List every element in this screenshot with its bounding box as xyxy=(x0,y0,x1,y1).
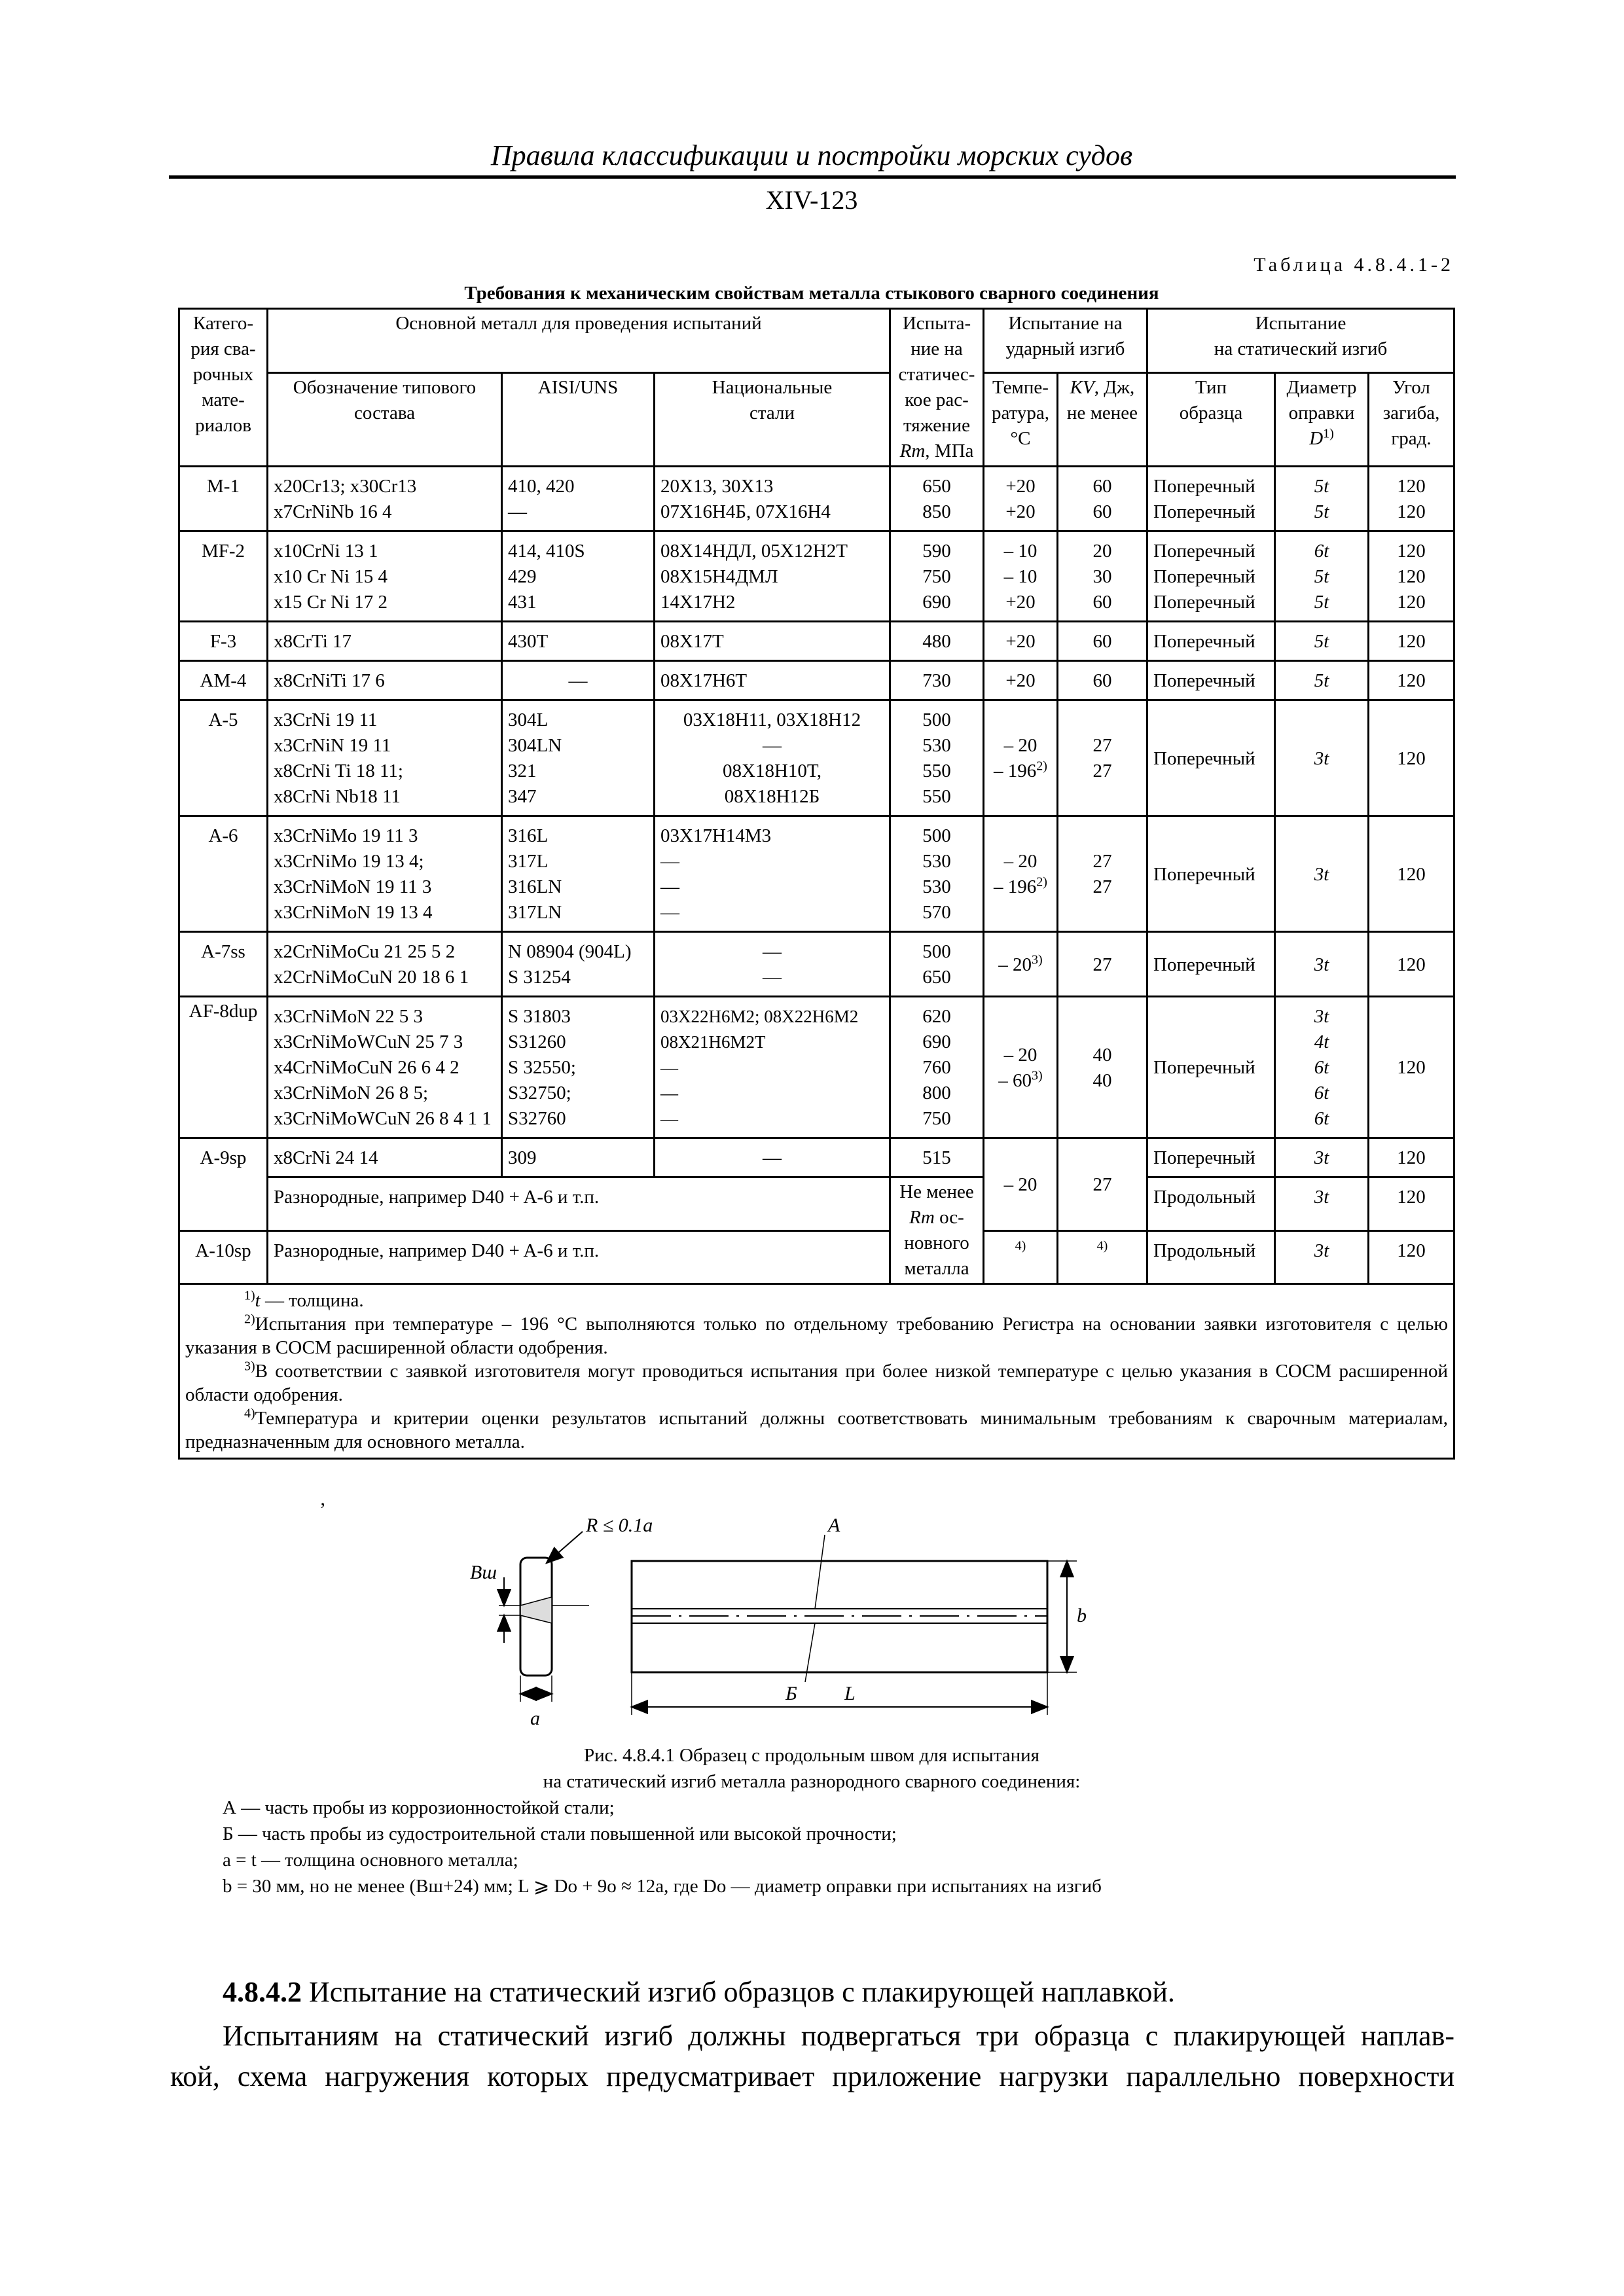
cell-rm: 500 530 550 550 xyxy=(890,700,984,816)
cell-temp: 4) xyxy=(984,1230,1058,1284)
cell-category: A-10sp xyxy=(179,1230,268,1284)
weld-section xyxy=(520,1597,552,1623)
label-b-side: b xyxy=(1077,1605,1087,1626)
cell-rm: 480 xyxy=(890,622,984,661)
cell-aisi: 430T xyxy=(502,622,655,661)
cell-kv: 27 27 xyxy=(1058,700,1147,816)
stray-mark: ’ xyxy=(319,1499,326,1520)
cell-rm: 650 850 xyxy=(890,467,984,531)
cell-national: — — xyxy=(655,932,890,997)
table-row xyxy=(179,816,1454,932)
header-base-metal: Основной металл для проведения испытаний xyxy=(268,309,890,373)
cell-temp: – 10 – 10 +20 xyxy=(984,531,1058,622)
cell-designation: x20Cr13; x30Cr13 x7CrNiNb 16 4 xyxy=(268,467,502,531)
table-row xyxy=(179,932,1454,997)
header-mandrel: Диаметр оправки $D^{1)}$ xyxy=(1275,373,1369,467)
section-body xyxy=(170,2016,1454,2097)
cell-mandrel: 5t xyxy=(1275,661,1369,700)
cell-angle: 120 xyxy=(1369,1138,1454,1177)
cell-type: Продольный xyxy=(1147,1177,1275,1231)
cell-aisi: 410, 420 — xyxy=(502,467,655,531)
cell-national: 08Х17Т xyxy=(655,622,890,661)
caption-line: на статический изгиб металла разнородного сварного соединения: xyxy=(543,1771,1081,1792)
cell-category: M-1 xyxy=(179,467,268,531)
cell-mandrel: 3t xyxy=(1275,1230,1369,1284)
table-notes-row xyxy=(179,1284,1454,1459)
header-designation: Обозначение типового состава xyxy=(268,373,502,467)
cell-category: F-3 xyxy=(179,622,268,661)
cell-type: Поперечный xyxy=(1147,1138,1275,1177)
table-row xyxy=(179,1138,1454,1177)
table-title: Требования к механическим свойствам металла стыкового сварного соединения xyxy=(464,283,1159,304)
cell-temp: +20 xyxy=(984,661,1058,700)
label-radius: R ≤ 0.1a xyxy=(586,1515,653,1536)
header-bend: Испытание на статический изгиб xyxy=(1147,309,1454,373)
cell-designation: x3CrNiMo 19 11 3 x3CrNiMo 19 13 4; x3CrNiMoN 19 11 3 x3CrNiMoN 19 13 4 xyxy=(268,816,502,932)
cell-type: Поперечный xyxy=(1147,816,1275,932)
label-a-part: A xyxy=(828,1515,840,1536)
cell-temp: +20 xyxy=(984,622,1058,661)
cell-mandrel: 3t 4t 6t 6t 6t xyxy=(1275,997,1369,1138)
footnote: $^{2)}$Испытания при температуре – 196 °C выполняются только по отдельному требованию Регистра на основании заявки изготовителя с целью указания в СОСМ расширенной области одобрения. xyxy=(185,1312,1449,1358)
cell-angle: 120 xyxy=(1369,661,1454,700)
specimen-figure xyxy=(458,1505,1165,1741)
legend-item: a = t — толщина основного металла; xyxy=(223,1850,518,1871)
label-b-width: Bш xyxy=(470,1562,497,1583)
cell-type: Поперечный Поперечный Поперечный xyxy=(1147,531,1275,622)
cell-temp: +20 +20 xyxy=(984,467,1058,531)
table-row xyxy=(179,997,1454,1138)
cell-aisi: 414, 410S 429 431 xyxy=(502,531,655,622)
cell-temp: – 20 – 196$^{2)}$ xyxy=(984,816,1058,932)
table-row xyxy=(179,531,1454,622)
cell-category: A-9sp xyxy=(179,1138,268,1231)
cell-rm-min: Не менее Rm ос- новного металла xyxy=(890,1177,984,1284)
cell-aisi: — xyxy=(502,661,655,700)
cell-mandrel: 5t xyxy=(1275,622,1369,661)
table-row xyxy=(179,467,1454,531)
cell-angle: 120 120 xyxy=(1369,467,1454,531)
legend-item: А — часть пробы из коррозионностойкой стали; xyxy=(223,1797,615,1818)
cell-kv: 60 60 xyxy=(1058,467,1147,531)
cell-angle: 120 xyxy=(1369,932,1454,997)
cell-dissimilar: Разнородные, например D40 + A-6 и т.п. xyxy=(268,1177,890,1231)
cell-kv: 27 xyxy=(1058,1138,1147,1231)
cell-designation: x8CrTi 17 xyxy=(268,622,502,661)
table-row xyxy=(179,1230,1454,1284)
cell-dissimilar: Разнородные, например D40 + A-6 и т.п. xyxy=(268,1230,890,1284)
header-kv: KV, Дж, не менее xyxy=(1058,373,1147,467)
cell-temp: – 20$^{3)}$ xyxy=(984,932,1058,997)
figure-caption xyxy=(196,1742,1427,1899)
cell-category: MF-2 xyxy=(179,531,268,622)
cell-type: Поперечный xyxy=(1147,932,1275,997)
legend-item: Б — часть пробы из судостроительной стали повышенной или высокой прочности; xyxy=(223,1823,897,1844)
cell-aisi: S 31803 S31260 S 32550; S32750; S32760 xyxy=(502,997,655,1138)
cell-mandrel: 3t xyxy=(1275,932,1369,997)
table-header-row xyxy=(179,309,1454,373)
cell-category: A-6 xyxy=(179,816,268,932)
table-row xyxy=(179,700,1454,816)
cell-type: Поперечный xyxy=(1147,997,1275,1138)
header-rule xyxy=(169,175,1456,179)
cell-mandrel: 3t xyxy=(1275,816,1369,932)
cell-category: A-5 xyxy=(179,700,268,816)
cell-national: 20Х13, 30Х13 07Х16Н4Б, 07Х16Н4 xyxy=(655,467,890,531)
cell-temp: – 20 – 196$^{2)}$ xyxy=(984,700,1058,816)
cell-mandrel: 3t xyxy=(1275,1177,1369,1231)
cell-aisi: 309 xyxy=(502,1138,655,1177)
cell-type: Поперечный xyxy=(1147,700,1275,816)
cell-national: 03Х17Н14М3 — — — xyxy=(655,816,890,932)
cell-national: 03Х18Н11, 03Х18Н12 — 08Х18Н10Т, 08Х18Н12Б xyxy=(655,700,890,816)
cell-designation: x3CrNiMoN 22 5 3 x3CrNiMoWCuN 25 7 3 x4CrNiMoCuN 26 6 4 2 x3CrNiMoN 26 8 5; x3CrNiMoWCuN 26 8 4 1 1 xyxy=(268,997,502,1138)
cell-national: 08Х17Н6Т xyxy=(655,661,890,700)
caption-line: Рис. 4.8.4.1 Образец с продольным швом для испытания xyxy=(583,1745,1040,1766)
table-subheader-row xyxy=(179,373,1454,467)
cell-angle: 120 120 120 xyxy=(1369,531,1454,622)
mechanical-properties-table xyxy=(178,308,1455,1460)
cell-category: AM-4 xyxy=(179,661,268,700)
cell-kv: 4) xyxy=(1058,1230,1147,1284)
cell-mandrel: 3t xyxy=(1275,700,1369,816)
cell-kv: 60 xyxy=(1058,661,1147,700)
table-notes xyxy=(179,1284,1454,1459)
cell-angle: 120 xyxy=(1369,700,1454,816)
header-specimen-type: Тип образца xyxy=(1147,373,1275,467)
header-aisi: AISI/UNS xyxy=(502,373,655,467)
footnote: $^{3)}$В соответствии с заявкой изготовителя могут проводиться испытания при более низкой температуре с целью указания в СОСМ расширенной области одобрения. xyxy=(185,1359,1449,1405)
footnote: $^{1)}$t — толщина. xyxy=(244,1288,364,1311)
cell-type: Поперечный Поперечный xyxy=(1147,467,1275,531)
cell-designation: x8CrNi 24 14 xyxy=(268,1138,502,1177)
cell-rm: 515 xyxy=(890,1138,984,1177)
cell-mandrel: 3t xyxy=(1275,1138,1369,1177)
cell-temp: – 20 – 60$^{3)}$ xyxy=(984,997,1058,1138)
cell-angle: 120 xyxy=(1369,1177,1454,1231)
cell-aisi: 304L 304LN 321 347 xyxy=(502,700,655,816)
cell-aisi: 316L 317L 316LN 317LN xyxy=(502,816,655,932)
cell-kv: 27 xyxy=(1058,932,1147,997)
header-temperature: Темпе- ратура, °C xyxy=(984,373,1058,467)
cell-kv: 60 xyxy=(1058,622,1147,661)
cell-type: Продольный xyxy=(1147,1230,1275,1284)
header-category: Катего- рия сва- рочных мате- риалов xyxy=(179,309,268,467)
cell-angle: 120 xyxy=(1369,1230,1454,1284)
cell-rm: 730 xyxy=(890,661,984,700)
cell-type: Поперечный xyxy=(1147,661,1275,700)
paragraph-line: Испытаниям на статический изгиб должны подвергаться три образца с плакирующей наплав- xyxy=(223,2020,1454,2052)
label-b-part: Б xyxy=(785,1683,797,1704)
cell-kv: 27 27 xyxy=(1058,816,1147,932)
cell-temp: – 20 xyxy=(984,1138,1058,1231)
cell-mandrel: 6t 5t 5t xyxy=(1275,531,1369,622)
cell-rm: 500 530 530 570 xyxy=(890,816,984,932)
table-label: Таблица 4.8.4.1-2 xyxy=(1254,254,1454,276)
table-row xyxy=(179,1177,1454,1231)
cell-rm: 590 750 690 xyxy=(890,531,984,622)
cell-designation: x10CrNi 13 1 x10 Cr Ni 15 4 x15 Cr Ni 17 2 xyxy=(268,531,502,622)
cell-national: — xyxy=(655,1138,890,1177)
cell-type: Поперечный xyxy=(1147,622,1275,661)
cell-category: A-7ss xyxy=(179,932,268,997)
cell-kv: 40 40 xyxy=(1058,997,1147,1138)
cell-angle: 120 xyxy=(1369,622,1454,661)
footnote-text: — толщина. xyxy=(264,1290,364,1311)
cell-rm: 620 690 760 800 750 xyxy=(890,997,984,1138)
header-angle: Угол загиба, град. xyxy=(1369,373,1454,467)
section-heading: 4.8.4.2 Испытание на статический изгиб образцов с плакирующей наплавкой. xyxy=(223,1976,1175,2008)
paragraph-line: кой, схема нагружения которых предусматривает приложение нагрузки параллельно поверхности xyxy=(170,2060,1454,2092)
label-length: L xyxy=(844,1683,856,1704)
table-row xyxy=(179,622,1454,661)
legend-item: b = 30 мм, но не менее (Bш+24) мм; L ⩾ Dо + 9о ≈ 12a, где Dо — диаметр оправки при испытаниях на изгиб xyxy=(223,1876,1102,1897)
header-tensile: Испыта- ние на статичес- кое рас- тяжение Rm, МПа xyxy=(890,309,984,467)
header-impact: Испытание на ударный изгиб xyxy=(984,309,1147,373)
running-header: Правила классификации и постройки морских судов xyxy=(490,139,1133,171)
header-national: Национальные стали xyxy=(655,373,890,467)
cell-national: 08Х14НДЛ, 05Х12Н2Т 08Х15Н4ДМЛ 14Х17Н2 xyxy=(655,531,890,622)
cell-designation: x2CrNiMoCu 21 25 5 2 x2CrNiMoCuN 20 18 6 1 xyxy=(268,932,502,997)
footnote: $^{4)}$Температура и критерии оценки результатов испытаний должны соответствовать минимальным требованиям к сварочным материалам, предназначенным для основного металла. xyxy=(185,1406,1449,1452)
cell-designation: x3CrNi 19 11 x3CrNiN 19 11 x8CrNi Ti 18 11; x8CrNi Nb18 11 xyxy=(268,700,502,816)
cell-mandrel: 5t 5t xyxy=(1275,467,1369,531)
table-row xyxy=(179,661,1454,700)
cell-kv: 20 30 60 xyxy=(1058,531,1147,622)
page-number: XIV-123 xyxy=(765,185,858,215)
cell-national: 03Х22Н6М2; 08Х22Н6М2 08Х21Н6М2Т — — — xyxy=(655,997,890,1138)
cell-angle: 120 xyxy=(1369,816,1454,932)
cell-angle: 120 xyxy=(1369,997,1454,1138)
cell-designation: x8CrNiTi 17 6 xyxy=(268,661,502,700)
label-thickness: a xyxy=(530,1708,540,1729)
cell-category: AF-8dup xyxy=(179,997,268,1138)
cell-aisi: N 08904 (904L) S 31254 xyxy=(502,932,655,997)
cell-rm: 500 650 xyxy=(890,932,984,997)
